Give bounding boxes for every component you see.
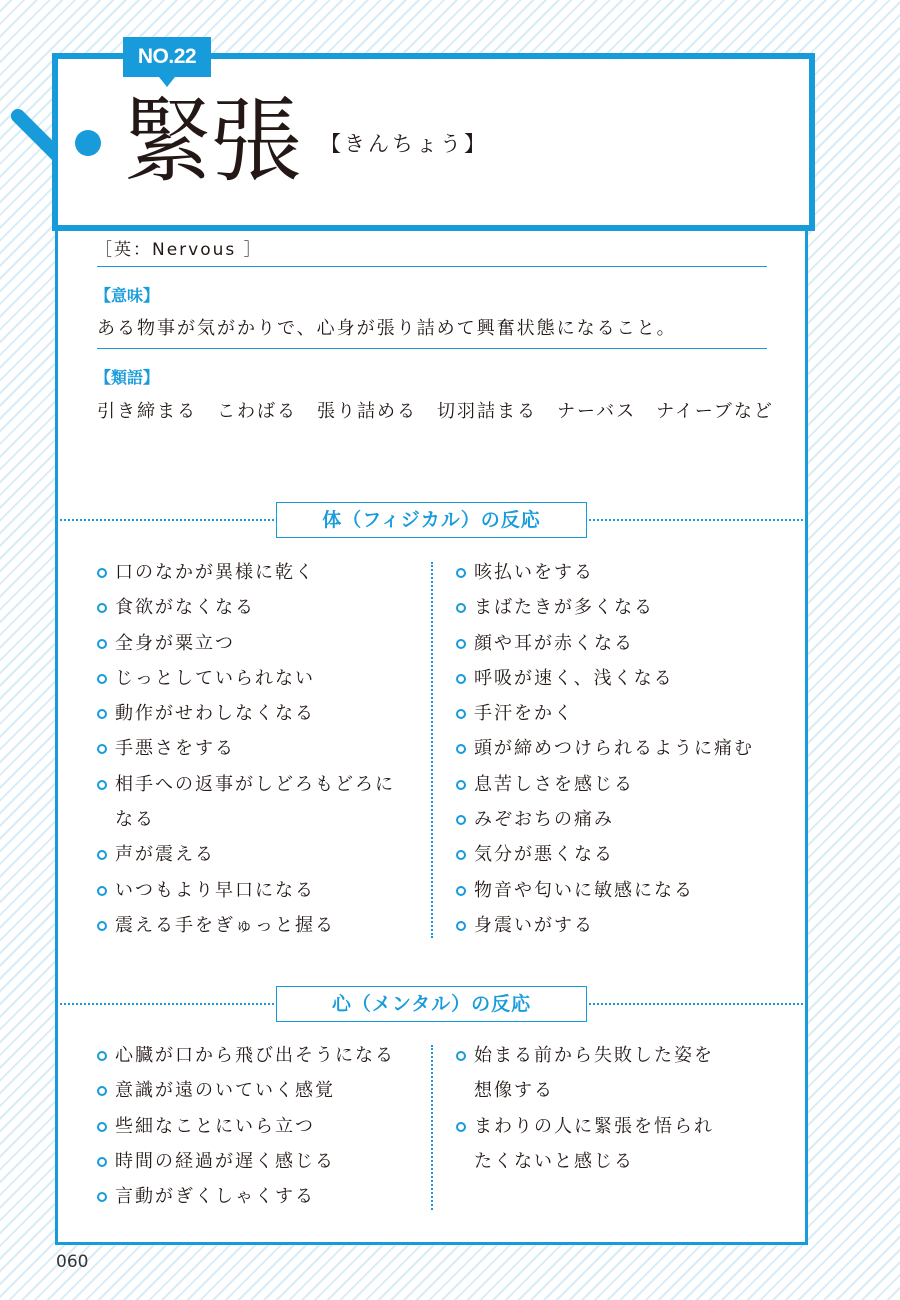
entry-reading: 【きんちょう】 <box>320 132 488 156</box>
bullet-icon <box>97 639 107 649</box>
column-divider <box>431 1045 433 1210</box>
list-item <box>97 767 397 838</box>
bullet-icon <box>456 780 466 790</box>
bullet-icon <box>97 1192 107 1202</box>
list-item-text: 口のなかが異様に乾く <box>115 562 315 583</box>
list-item <box>97 1109 407 1144</box>
list-item-text: 言動がぎくしゃくする <box>115 1186 315 1208</box>
list-item <box>456 802 766 837</box>
physical-heading: 体（フィジカル）の反応 <box>276 502 587 538</box>
list-item <box>456 1038 714 1109</box>
mental-right-list <box>456 1038 714 1179</box>
bullet-icon <box>97 568 107 578</box>
mental-heading: 心（メンタル）の反応 <box>276 986 587 1022</box>
list-item-text: 動作がせわしなくなる <box>115 703 315 725</box>
synonyms-label: 【類語】 <box>95 368 160 387</box>
bullet-icon <box>456 850 466 860</box>
list-item-text: みぞおちの痛み <box>474 809 614 831</box>
divider <box>97 348 767 349</box>
list-item-text: 始まる前から失敗した姿を想像する <box>474 1045 714 1102</box>
list-item <box>97 1144 407 1179</box>
list-item <box>456 626 766 661</box>
meaning-label: 【意味】 <box>95 286 160 305</box>
bullet-icon <box>97 1157 107 1167</box>
divider <box>97 266 767 267</box>
bullet-icon <box>456 744 466 754</box>
bullet-icon <box>97 1122 107 1132</box>
list-item-text: 手悪さをする <box>115 738 235 760</box>
list-item <box>456 908 766 943</box>
list-item-text: 頭が締めつけられるように痛む <box>474 738 754 760</box>
list-item <box>97 1073 407 1108</box>
physical-left-list <box>97 555 397 943</box>
list-item <box>456 837 766 872</box>
list-item-text: いつもより早口になる <box>115 879 315 901</box>
bullet-icon <box>456 815 466 825</box>
meaning-text: ある物事が気がかりで、心身が張り詰めて興奮状態になること。 <box>97 318 677 339</box>
list-item <box>97 1179 407 1214</box>
bullet-icon <box>97 921 107 931</box>
list-item <box>97 696 397 731</box>
list-item <box>97 555 397 590</box>
list-item-text: 食欲がなくなる <box>115 597 255 619</box>
list-item <box>456 873 766 908</box>
list-item-text: じっとしていられない <box>115 667 315 689</box>
pin-dot-decoration <box>75 130 101 156</box>
list-item <box>456 590 766 625</box>
entry-title: 緊張 <box>122 88 299 195</box>
list-item <box>456 731 766 766</box>
bullet-icon <box>456 603 466 613</box>
dotted-divider <box>589 519 803 521</box>
bullet-icon <box>456 1051 466 1061</box>
list-item <box>97 1038 407 1073</box>
list-item-text: 身震いがする <box>474 914 594 936</box>
bullet-icon <box>456 1122 466 1132</box>
bullet-icon <box>456 568 466 578</box>
list-item-text: 時間の経過が遅く感じる <box>115 1150 335 1172</box>
bullet-icon <box>456 921 466 931</box>
list-item-text: 声が震える <box>115 844 215 866</box>
column-divider <box>431 562 433 938</box>
list-item-text: 震える手をぎゅっと握る <box>115 914 335 936</box>
bullet-icon <box>456 886 466 896</box>
bullet-icon <box>456 674 466 684</box>
bullet-icon <box>97 744 107 754</box>
bullet-icon <box>97 886 107 896</box>
bullet-icon <box>97 1051 107 1061</box>
list-item-text: 息苦しさを感じる <box>474 773 634 795</box>
page-number: 060 <box>56 1252 89 1272</box>
list-item <box>97 590 397 625</box>
list-item-text: 手汗をかく <box>474 703 574 725</box>
list-item <box>97 626 397 661</box>
bullet-icon <box>456 639 466 649</box>
dotted-divider <box>589 1003 803 1005</box>
list-item-text: 咳払いをする <box>474 562 594 583</box>
list-item <box>97 661 397 696</box>
list-item <box>97 837 397 872</box>
synonyms-text: 引き締まる こわばる 張り詰める 切羽詰まる ナーバス ナイーブなど <box>97 401 774 422</box>
bullet-icon <box>456 709 466 719</box>
list-item-text: 全身が粟立つ <box>115 632 235 654</box>
list-item-text: 些細なことにいら立つ <box>115 1115 315 1137</box>
dotted-divider <box>60 519 274 521</box>
bullet-icon <box>97 1086 107 1096</box>
bullet-icon <box>97 603 107 613</box>
list-item <box>97 873 397 908</box>
bullet-icon <box>97 709 107 719</box>
list-item-text: 相手への返事がしどろもどろになる <box>115 773 395 831</box>
entry-number-badge: NO.22 <box>123 37 211 77</box>
list-item <box>456 1109 714 1180</box>
list-item <box>456 661 766 696</box>
physical-right-list <box>456 555 766 943</box>
list-item-text: 気分が悪くなる <box>474 844 614 866</box>
list-item <box>97 731 397 766</box>
list-item-text: 物音や匂いに敏感になる <box>474 879 694 901</box>
list-item <box>456 767 766 802</box>
bullet-icon <box>97 850 107 860</box>
mental-left-list <box>97 1038 407 1214</box>
bullet-icon <box>97 674 107 684</box>
list-item-text: 顔や耳が赤くなる <box>474 632 634 654</box>
list-item-text: 呼吸が速く、浅くなる <box>474 667 674 689</box>
dotted-divider <box>60 1003 274 1005</box>
english-translation: ［英：Nervous ］ <box>95 240 263 260</box>
list-item <box>456 696 766 731</box>
list-item-text: 意識が遠のいていく感覚 <box>115 1080 335 1102</box>
list-item <box>97 908 397 943</box>
list-item-text: 心臓が口から飛び出そうになる <box>115 1045 395 1066</box>
list-item-text: まばたきが多くなる <box>474 597 654 619</box>
list-item <box>456 555 766 590</box>
bullet-icon <box>97 780 107 790</box>
list-item-text: まわりの人に緊張を悟られたくないと感じる <box>474 1115 714 1172</box>
